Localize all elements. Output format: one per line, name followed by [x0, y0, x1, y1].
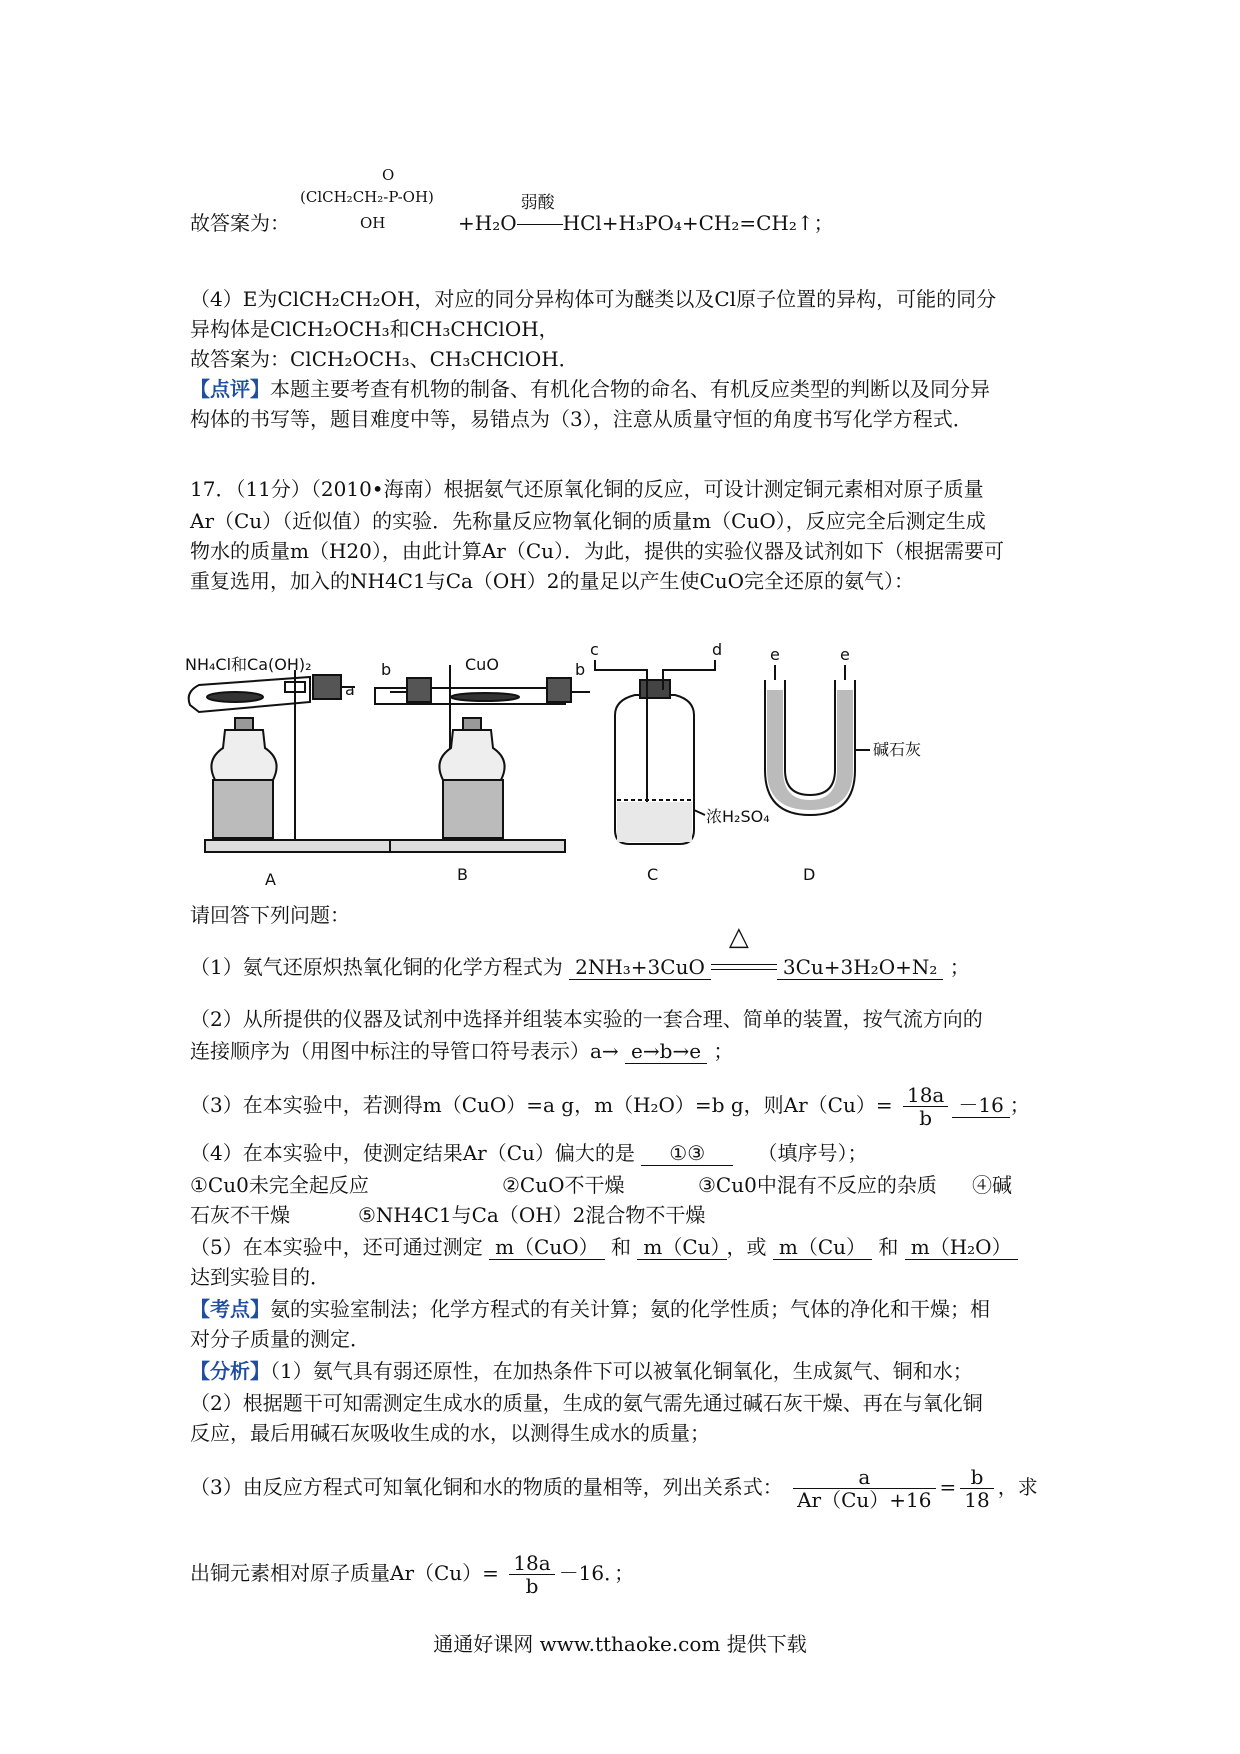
a1-end: ； [949, 955, 970, 979]
kaodian-line2: 对分子质量的测定． [190, 1327, 370, 1351]
fenxi-eq: = [939, 1475, 957, 1499]
eq-condition: 弱酸 [520, 193, 555, 213]
answer-3 [190, 1084, 1030, 1129]
kaodian-line1 [190, 1294, 990, 1324]
struct-main: (ClCH₂CH₂-P-OH) [300, 188, 434, 206]
fenxi-l4-pre: （3）由反应方程式可知氧化铜和水的物质的量相等，列出关系式： [190, 1475, 783, 1499]
fenxi-text1: （1）氨气具有弱还原性，在加热条件下可以被氧化铜氧化，生成氮气、铜和水； [270, 1359, 973, 1383]
answer-p1-lead: 故答案为： [190, 211, 290, 235]
fenxi-f3-den: b [525, 1574, 539, 1598]
eq-right: HCl+H₃PO₄+CH₂=CH₂↑； [562, 211, 834, 235]
answer-2-line1: （2）从所提供的仪器及试剂中选择并组装本实验的一套合理、简单的装置，按气流方向的 [190, 1007, 983, 1031]
fenxi-line4 [190, 1466, 1038, 1511]
fenxi-frac1 [793, 1466, 935, 1511]
fenxi-f1-den: Ar（Cu）+16 [797, 1488, 932, 1512]
ask-line: 请回答下列问题： [190, 903, 350, 927]
kaodian-tag: 【考点】 [190, 1297, 270, 1321]
a4-opt4a: ④碱 [972, 1173, 1012, 1197]
p4-line3: 故答案为：ClCH₂OCH₃、CH₃CHClOH． [190, 347, 579, 371]
a4-opt3: ③Cu0中混有不反应的杂质 [698, 1173, 937, 1197]
a5-pre: （5）在本实验中，还可通过测定 [190, 1235, 483, 1259]
apparatus-b [375, 665, 590, 852]
review-line2: 构体的书写等，题目难度中等，易错点为（3），注意从质量守恒的角度书写化学方程式． [190, 407, 973, 431]
review-line1 [190, 374, 990, 404]
a1-arrow [711, 922, 777, 982]
a4-options-1 [190, 1170, 1012, 1200]
p4-line1: （4）E为ClCH₂CH₂OH，对应的同分异构体可为醚类以及Cl原子位置的异构，可能的同分 [190, 287, 997, 311]
a3-num: 18a [903, 1084, 948, 1107]
a5-blank4: m（H₂O） [905, 1235, 1018, 1260]
a5-and2: 和 [878, 1235, 899, 1259]
a1-delta: △ [728, 922, 749, 952]
eq-left: +H₂O [458, 211, 517, 235]
q17-line2: Ar（Cu）（近似值）的实验．先称量反应物氧化铜的质量m（CuO），反应完全后测定生成 [190, 509, 986, 533]
a2-end: ； [713, 1039, 734, 1063]
apparatus-d [765, 665, 870, 815]
kaodian-text: 氨的实验室制法；化学方程式的有关计算；氨的化学性质；气体的净化和干燥；相 [270, 1297, 990, 1321]
review-tag: 【点评】 [190, 377, 270, 401]
port-e-right-label: e [840, 645, 850, 664]
a2-pre: 连接顺序为（用图中标注的导管口符号表示）a→ [190, 1039, 619, 1063]
port-e-left-label: e [770, 645, 780, 664]
a1-text: （1）氨气还原炽热氧化铜的化学方程式为 [190, 955, 563, 979]
fenxi-f1-num: a [793, 1466, 935, 1489]
reagent-d-label: 碱石灰 [873, 740, 922, 759]
eq-arrow [517, 193, 563, 238]
a5-blank3: m（Cu） [773, 1235, 872, 1260]
fenxi-f3-num: 18a [509, 1552, 554, 1575]
fenxi-l4-post: ，求 [997, 1475, 1038, 1499]
fenxi-f2-num: b [960, 1466, 993, 1489]
reagent-b-label: CuO [465, 655, 499, 674]
a3-fraction [903, 1084, 948, 1129]
apparatus-c [595, 660, 715, 844]
struct-o: O [382, 166, 395, 184]
a4-opt2: ②CuO不干燥 [502, 1173, 625, 1197]
figure-label-b: B [457, 865, 468, 884]
q17-line3: 物水的质量m（H20），由此计算Ar（Cu）．为此，提供的实验仪器及试剂如下（根据需要可 [190, 539, 1005, 563]
reagent-c-label: 浓H₂SO₄ [706, 807, 770, 826]
fenxi-frac2 [960, 1466, 993, 1511]
a5-blank1: m（CuO） [489, 1235, 605, 1260]
port-a-label: a [345, 680, 355, 699]
q17-line4: 重复选用，加入的NH4C1与Ca（OH）2的量足以产生使CuO完全还原的氨气）： [190, 569, 915, 593]
review-text: 本题主要考查有机物的制备、有机化合物的命名、有机反应类型的判断以及同分异 [270, 377, 990, 401]
answer-5 [190, 1232, 1018, 1262]
figure-label-c: C [647, 865, 659, 884]
eq-arrow-line [517, 224, 563, 225]
fenxi-line2: （2）根据题干可知需测定生成水的质量，生成的氨气需先通过碱石灰干燥、再在与氧化铜 [190, 1391, 983, 1415]
answer-1 [190, 922, 970, 982]
p4-line2: 异构体是ClCH₂OCH₃和CH₃CHClOH， [190, 317, 559, 341]
fenxi-l5-pre: 出铜元素相对原子质量Ar（Cu）= [190, 1561, 499, 1585]
answer-4 [190, 1138, 868, 1168]
a4-options-2 [190, 1200, 706, 1230]
port-d-label: d [712, 640, 723, 659]
a1-right: 3Cu+3H₂O+N₂ [777, 955, 944, 980]
fenxi-line1 [190, 1356, 973, 1386]
port-b-right-label: b [575, 660, 586, 679]
a4-pre: （4）在本实验中，使测定结果Ar（Cu）偏大的是 [190, 1141, 635, 1165]
reagent-a-label: NH₄Cl和Ca(OH)₂ [185, 655, 312, 674]
fenxi-tag: 【分析】 [190, 1359, 270, 1383]
a4-opt4b: 石灰不干燥 [190, 1203, 290, 1227]
a2-answer: e→b→e [625, 1039, 707, 1064]
fenxi-line5 [190, 1552, 634, 1597]
a5-blank2: m（Cu） [637, 1235, 726, 1260]
apparatus-a [189, 670, 390, 852]
a4-post: （填序号）； [757, 1141, 868, 1165]
a3-post: －16 [952, 1093, 1009, 1118]
answer-5-line2: 达到实验目的． [190, 1265, 330, 1289]
a1-left: 2NH₃+3CuO [569, 955, 711, 980]
fenxi-l5-post: －16．； [558, 1561, 635, 1585]
a5-and1: 和 [611, 1235, 631, 1259]
struct-oh: OH [360, 214, 386, 232]
figure-label-d: D [803, 865, 816, 884]
a1-eq-line2 [711, 969, 777, 970]
a4-answer: ①③ [641, 1141, 733, 1166]
fenxi-f2-den: 18 [964, 1488, 990, 1512]
a5-or: ，或 [726, 1235, 767, 1259]
a3-den: b [919, 1106, 933, 1130]
fenxi-frac3 [509, 1552, 554, 1597]
fenxi-line3: 反应，最后用碱石灰吸收生成的水，以测得生成水的质量； [190, 1421, 710, 1445]
port-b-left-label: b [381, 660, 392, 679]
a3-end: ； [1009, 1093, 1030, 1117]
answer-p1-eq [458, 193, 834, 238]
figure-label-a: A [265, 870, 276, 889]
answer-2-line2 [190, 1036, 733, 1066]
a1-eq-line1 [711, 964, 777, 965]
a4-opt1: ①Cu0未完全起反应 [190, 1173, 369, 1197]
a4-opt5: ⑤NH4C1与Ca（OH）2混合物不干燥 [358, 1203, 706, 1227]
a3-pre: （3）在本实验中，若测得m（CuO）=a g，m（H₂O）=b g，则Ar（Cu）= [190, 1093, 893, 1117]
apparatus-figure [185, 630, 1045, 890]
page-footer: 通通好课网 www.tthaoke.com 提供下载 [433, 1632, 807, 1656]
q17-line1: 17．（11分）（2010•海南）根据氨气还原氧化铜的反应，可设计测定铜元素相对原子质量 [190, 477, 984, 501]
port-c-label: c [590, 640, 599, 659]
